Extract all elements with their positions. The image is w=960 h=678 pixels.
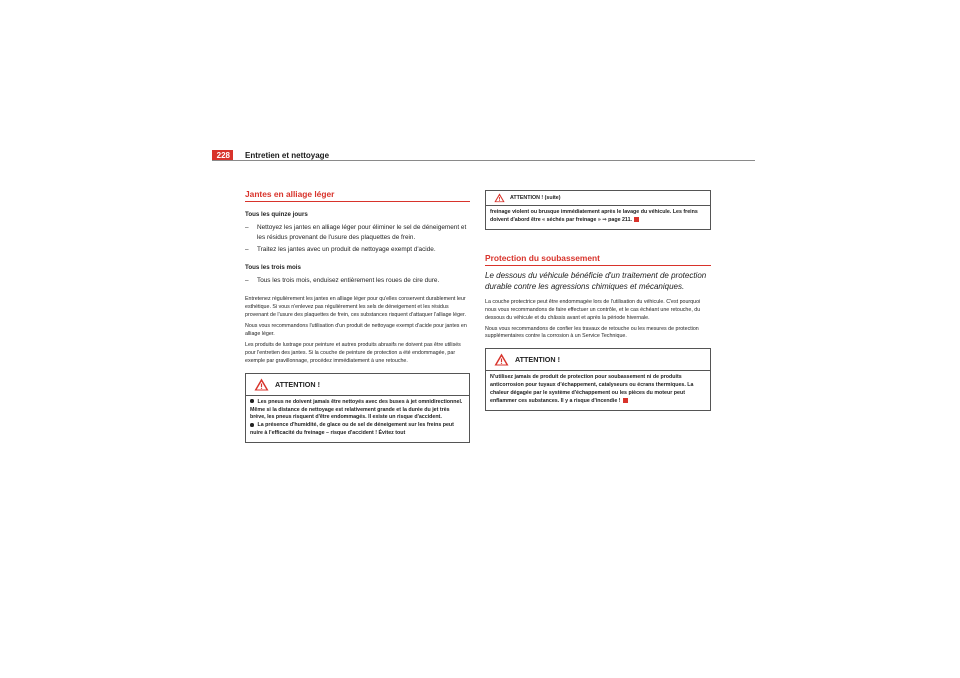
warning-text-content: freinage violent ou brusque immédiatement après le lavage du véhicule. Les freins doivent d'abord être « séchés par freinage » ⇒ page 211. xyxy=(490,209,698,223)
list-item-text: Tous les trois mois, enduisez entièrement les roues de cire dure. xyxy=(257,276,440,284)
paragraph: Entretenez régulièrement les jantes en alliage léger pour qu'elles conservent durablement leur esthétique. Si vous n'enlevez pas régulièrement les sels de déneigement et les résidus provenant de l'usure des plaquettes de frein, ces substances risquent d'attaquer l'alliage léger. xyxy=(245,296,466,319)
warning-bullet xyxy=(250,422,465,438)
warning-bullet-text: Les pneus ne doivent jamais être nettoyés avec des buses à jet omnidirectionnel. Même si la distance de nettoyage est relativement grande et la durée du jet très brève, les pneus risquent d'être endommagés. Il existe un risque d'accident. xyxy=(250,398,463,421)
warning-title: ATTENTION ! (suite) xyxy=(510,195,561,201)
warning-body xyxy=(246,396,469,443)
warning-header xyxy=(486,191,710,206)
warning-box xyxy=(245,373,470,444)
warning-box-continued xyxy=(485,190,711,230)
header-divider xyxy=(212,160,755,161)
list-item-text: Nettoyez les jantes en alliage léger pour éliminer le sel de déneigement et les résidus provenant de l'usure des plaquettes de frein. xyxy=(257,224,467,241)
warning-body xyxy=(486,371,710,410)
chapter-title: Entretien et nettoyage xyxy=(245,151,330,160)
left-column xyxy=(245,188,470,443)
end-marker-icon xyxy=(634,217,639,222)
paragraph: Les produits de lustrage pour peinture et autres produits abrasifs ne doivent pas être utilisés pour l'entretien des jantes. Si la couche de peinture de protection a été endommagée, par exemple par gravillonnage, procédez immédiatement à une retouche. xyxy=(245,341,461,364)
warning-title: ATTENTION ! xyxy=(515,355,560,365)
section-intro: Le dessous du véhicule bénéficie d'un traitement de protection durable contre les agressions chimiques et mécaniques. xyxy=(485,270,707,292)
list-item-text: Traitez les jantes avec un produit de nettoyage exempt d'acide. xyxy=(257,246,436,254)
warning-triangle-icon xyxy=(494,193,505,203)
warning-bullet xyxy=(250,399,465,423)
dash-marker: – xyxy=(245,276,249,284)
paragraph: La couche protectrice peut être endommagée lors de l'utilisation du véhicule. C'est pourquoi nous vous recommandons de faire effectuer un contrôle, et le cas échéant une retouche, du dessous du véhicule et du châssis avant et après la période hivernale. xyxy=(485,298,701,321)
page-number-badge: 228 xyxy=(212,150,233,161)
warning-body xyxy=(486,206,710,229)
warning-box xyxy=(485,348,711,411)
list-item xyxy=(245,245,470,255)
warning-header xyxy=(486,349,710,371)
warning-text xyxy=(490,374,706,406)
warning-triangle-icon xyxy=(254,378,269,391)
dash-marker: – xyxy=(245,224,249,231)
paragraph: Nous vous recommandons de confier les travaux de retouche ou les mesures de protection supplémentaires contre la corrosion à un Service Technique. xyxy=(485,325,699,340)
warning-title: ATTENTION ! xyxy=(275,379,320,389)
dash-marker: – xyxy=(245,246,249,254)
section-title-underbody: Protection du soubassement xyxy=(485,252,711,266)
end-marker-icon xyxy=(623,398,628,403)
paragraph: Nous vous recommandons l'utilisation d'un produit de nettoyage exempt d'acide pour jantes en alliage léger. xyxy=(245,323,467,337)
bullet-icon xyxy=(250,423,254,427)
subheading-fortnightly: Tous les quinze jours xyxy=(245,211,308,218)
warning-bullet-text: La présence d'humidité, de glace ou de sel de déneigement sur les freins peut nuire à l'efficacité du freinage – risque d'accident ! Évitez tout xyxy=(250,422,454,437)
section-title-alloy-wheels: Jantes en alliage léger xyxy=(245,188,470,202)
right-column xyxy=(485,190,711,411)
list-item xyxy=(245,223,470,242)
warning-header xyxy=(246,374,469,396)
warning-text xyxy=(490,209,706,225)
warning-triangle-icon xyxy=(494,353,509,366)
list-item xyxy=(245,276,470,286)
bullet-icon xyxy=(250,399,254,403)
subheading-quarterly: Tous les trois mois xyxy=(245,263,301,271)
warning-text-content: N'utilisez jamais de produit de protection pour soubassement ni de produits anticorrosion pour tuyaux d'échappement, catalyseurs ou écrans thermiques. La chaleur dégagée par le système d'échappement ou les pièces du moteur peut enflammer ces substances. Il y a risque d'incendie ! xyxy=(490,374,694,405)
